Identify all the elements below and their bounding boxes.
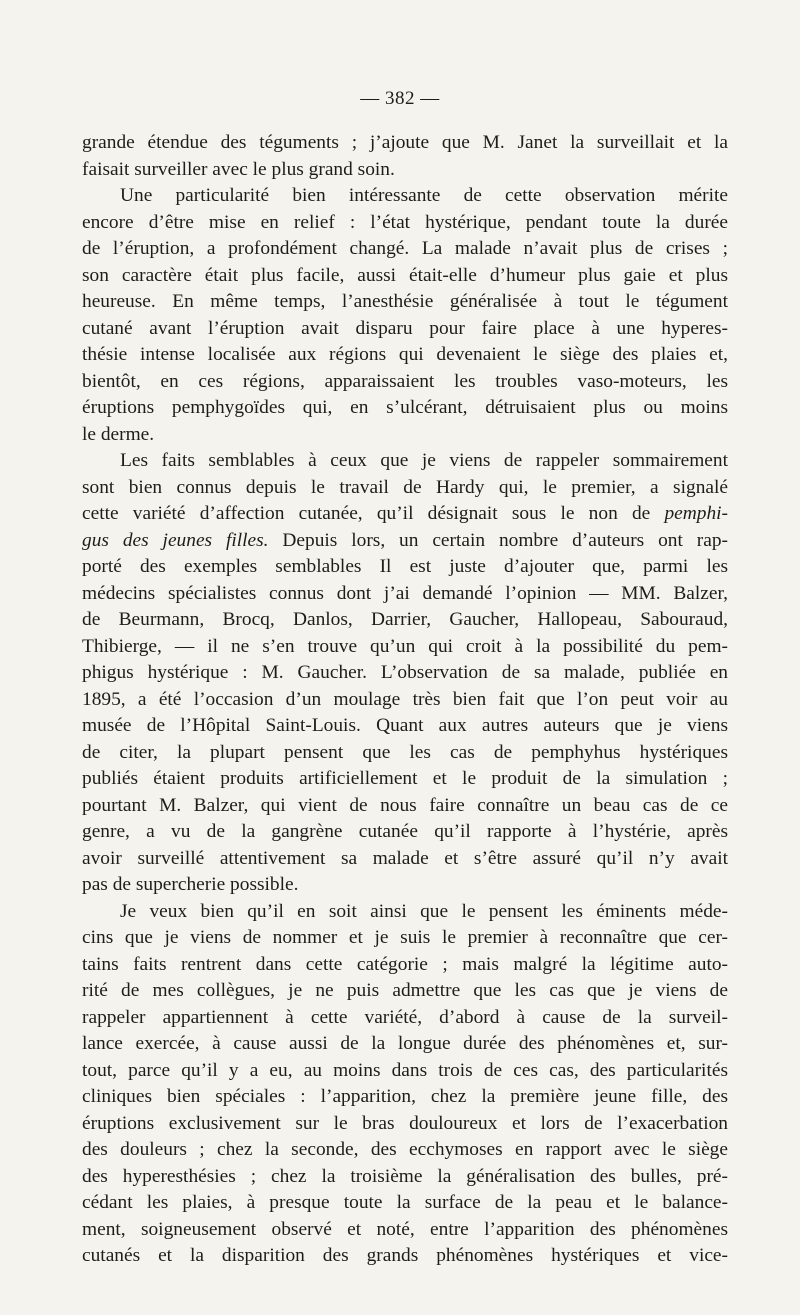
text-line: encore d’être mise en relief : l’état hystérique, pendant toute la durée [82,211,728,233]
text-line: de Beurmann, Brocq, Danlos, Darrier, Gaucher, Hallopeau, Sabouraud, [82,609,728,630]
body-text [82,130,728,1270]
text-line: musée de l’Hôpital Saint-Louis. Quant aux autres auteurs que je viens [82,715,728,736]
text-line: ment, soigneusement observé et noté, entre l’apparition des phénomènes [82,1218,728,1240]
text-line: de l’éruption, a profondément changé. La malade n’avait plus de crises ; [82,238,728,259]
text-line: gus des jeunes filles. Depuis lors, un certain nombre d’auteurs ont rap- [82,529,728,551]
text-line: tout, parce qu’il y a eu, au moins dans trois de ces cas, des particularités [82,1059,728,1081]
text-line: Thibierge, — il ne s’en trouve qu’un qui croit à la possibilité du pem- [82,635,728,657]
italic-phrase: pemphi- [664,503,728,524]
text-line: de citer, la plupart pensent que les cas de pemphyhus hystériques [82,741,728,763]
text-line: cédant les plaies, à presque toute la surface de la peau et le balance- [82,1192,728,1213]
text-line: avoir surveillé attentivement sa malade et s’être assuré qu’il n’y avait [82,847,728,869]
text-line: phigus hystérique : M. Gaucher. L’observation de sa malade, publiée en [82,662,728,683]
text-line: Je veux bien qu’il en soit ainsi que le pensent les éminents méde- [120,900,728,922]
text-line: heureuse. En même temps, l’anesthésie généralisée à tout le tégument [82,291,728,312]
text-line: cette variété d’affection cutanée, qu’il désignait sous le non de pemphi- [82,503,728,524]
text-line: Une particularité bien intéressante de cette observation mérite [120,185,728,206]
text-line: sont bien connus depuis le travail de Hardy qui, le premier, a signalé [82,476,728,498]
text-line: pas de supercherie possible. [82,874,299,895]
text-line: médecins spécialistes connus dont j’ai demandé l’opinion — MM. Balzer, [82,582,728,604]
text-line: thésie intense localisée aux régions qui devenaient le siège des plaies et, [82,344,728,365]
text-line: le derme. [82,423,155,445]
text-line: éruptions exclusivement sur le bras douloureux et lors de l’exacerbation [82,1112,728,1134]
text-line: publiés étaient produits artificiellement et le produit de la simulation ; [82,768,728,789]
text-line: grande étendue des téguments ; j’ajoute que M. Janet la surveillait et la [82,132,728,153]
page-number: — 382 — [360,88,440,109]
text-line: pourtant M. Balzer, qui vient de nous faire connaître un beau cas de ce [82,794,728,816]
text-line: cutané avant l’éruption avait disparu pour faire place à une hyperes- [82,317,728,339]
text-line: des douleurs ; chez la seconde, des ecchymoses en rapport avec le siège [82,1139,728,1160]
text-line: cliniques bien spéciales : l’apparition, chez la première jeune fille, des [82,1086,728,1107]
text-line: rité de mes collègues, je ne puis admettre que les cas que je viens de [82,980,728,1001]
text-line: genre, a vu de la gangrène cutanée qu’il rapporte à l’hystérie, après [82,821,728,842]
text-line: cins que je viens de nommer et je suis le premier à reconnaître que cer- [82,927,728,948]
text-line: son caractère était plus facile, aussi était-elle d’humeur plus gaie et plus [82,264,728,286]
text-line: rappeler appartiennent à cette variété, d’abord à cause de la surveil- [82,1006,728,1028]
text-line: 1895, a été l’occasion d’un moulage très bien fait que l’on peut voir au [82,688,728,710]
text-line: des hyperesthésies ; chez la troisième la généralisation des bulles, pré- [82,1165,728,1187]
text-line: cutanés et la disparition des grands phénomènes hystériques et vice- [82,1245,728,1266]
text-line: bientôt, en ces régions, apparaissaient les troubles vaso-moteurs, les [82,370,728,392]
text-line: tains faits rentrent dans cette catégorie ; mais malgré la légitime auto- [82,953,728,975]
text-line: porté des exemples semblables Il est juste d’ajouter que, parmi les [82,556,728,577]
text-line: éruptions pemphygoïdes qui, en s’ulcérant, détruisaient plus ou moins [82,397,728,418]
text-line: faisait surveiller avec le plus grand soin. [82,158,395,180]
text-line: lance exercée, à cause aussi de la longue durée des phénomènes et, sur- [82,1033,728,1054]
text-line: Les faits semblables à ceux que je viens de rappeler sommairement [120,450,728,471]
italic-phrase: gus des jeunes filles. [82,529,269,551]
